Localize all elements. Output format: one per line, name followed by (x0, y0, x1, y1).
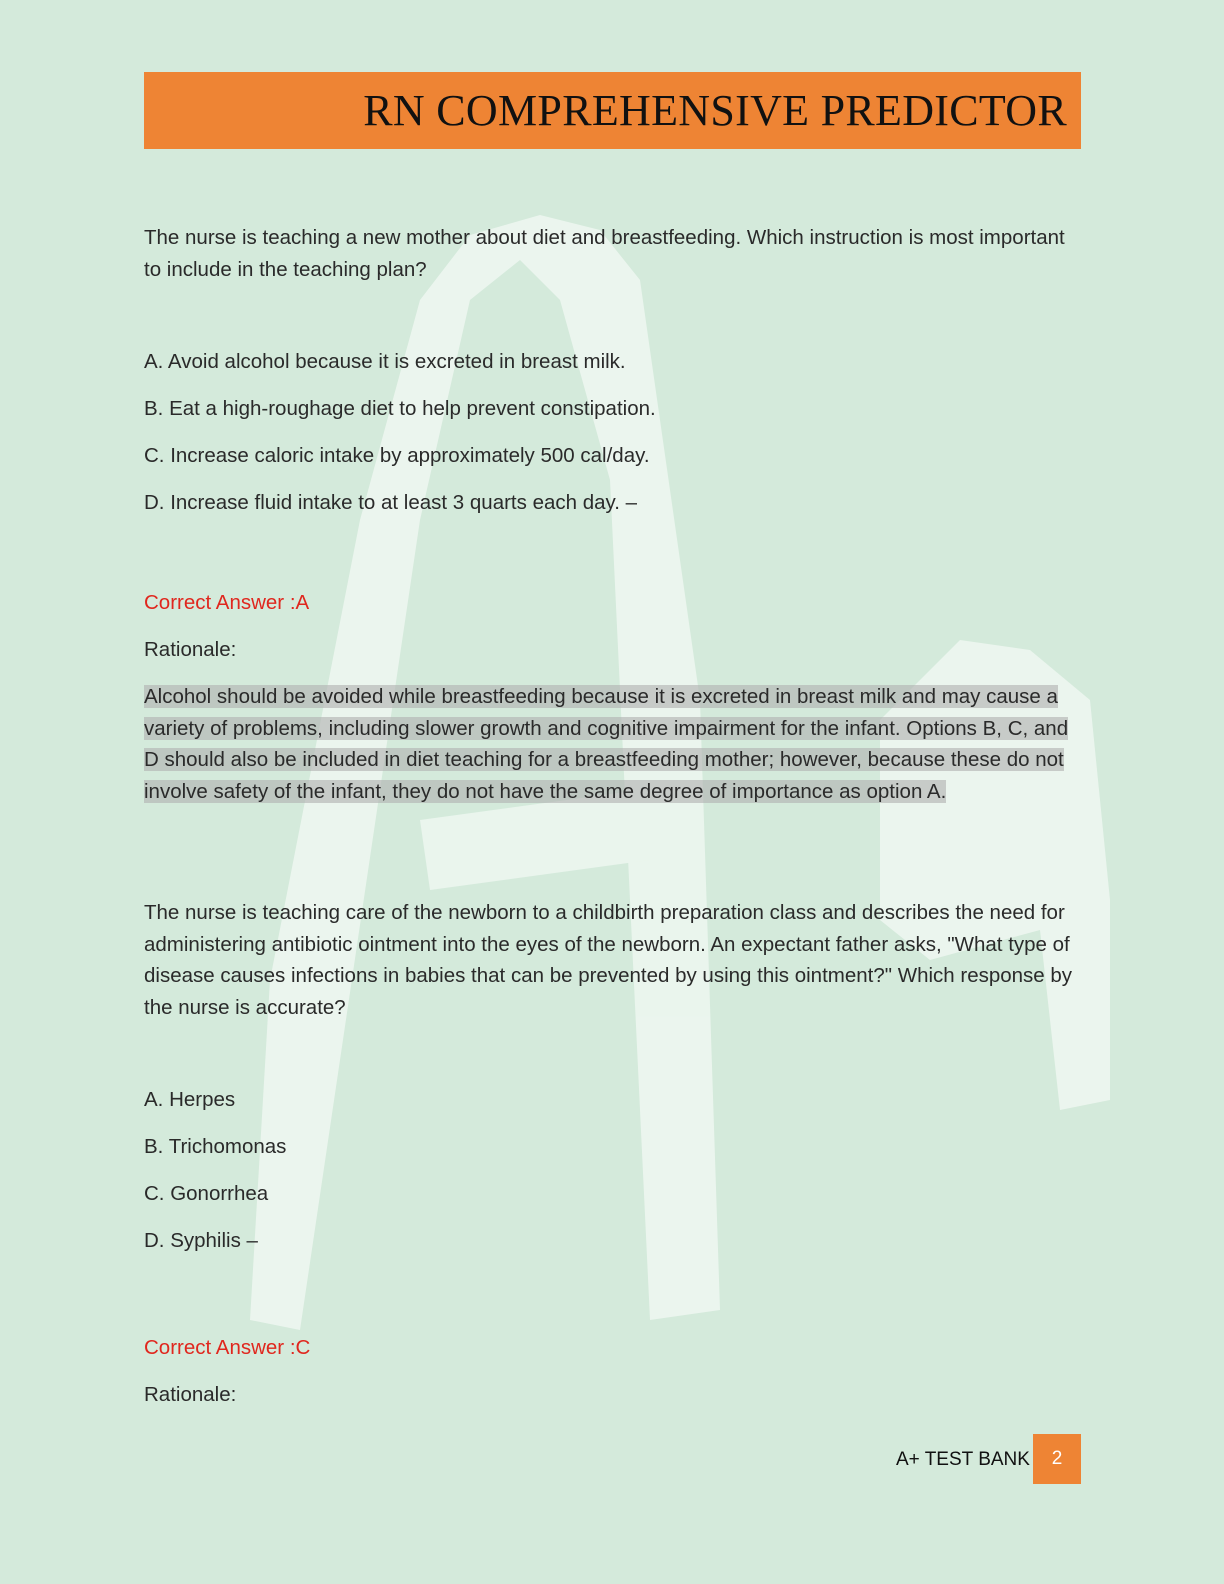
question-1-rationale (144, 681, 1084, 807)
question-2-option-d: D. Syphilis – (144, 1229, 258, 1252)
question-1-option-d: D. Increase fluid intake to at least 3 quarts each day. – (144, 491, 638, 514)
question-1-option-b: B. Eat a high-roughage diet to help prevent constipation. (144, 397, 656, 420)
page-title: RN COMPREHENSIVE PREDICTOR (363, 86, 1067, 135)
question-1-option-a: A. Avoid alcohol because it is excreted in breast milk. (144, 350, 626, 373)
title-banner (144, 72, 1081, 149)
footer-label: A+ TEST BANK (896, 1449, 1030, 1470)
question-1-correct-answer: Correct Answer :A (144, 591, 310, 614)
question-1-stem: The nurse is teaching a new mother about diet and breastfeeding. Which instruction is most important to include in the teaching plan? (144, 226, 1065, 281)
question-2-option-b: B. Trichomonas (144, 1135, 287, 1158)
question-2-option-a: A. Herpes (144, 1088, 236, 1111)
question-1-rationale-label: Rationale: (144, 638, 237, 661)
question-2-correct-answer: Correct Answer :C (144, 1336, 311, 1359)
question-1-option-c: C. Increase caloric intake by approximately 500 cal/day. (144, 444, 650, 467)
question-2-option-c: C. Gonorrhea (144, 1182, 269, 1205)
question-2-stem: The nurse is teaching care of the newborn to a childbirth preparation class and describes the need for administering antibiotic ointment into the eyes of the newborn. An expectant father asks, "What type of disease causes infections in babies that can be prevented by using this ointment?" Which response by the nurse is accurate? (144, 901, 1073, 1019)
question-1-rationale-text: Alcohol should be avoided while breastfeeding because it is excreted in breast milk and may cause a variety of problems, including slower growth and cognitive impairment for the infant. Options B, C, and D should also be included in diet teaching for a breastfeeding mother; however, because these do not involve safety of the infant, they do not have the same degree of importance as option A. (144, 685, 1069, 803)
page-number: 2 (1033, 1434, 1081, 1484)
question-2-rationale-label: Rationale: (144, 1383, 237, 1406)
